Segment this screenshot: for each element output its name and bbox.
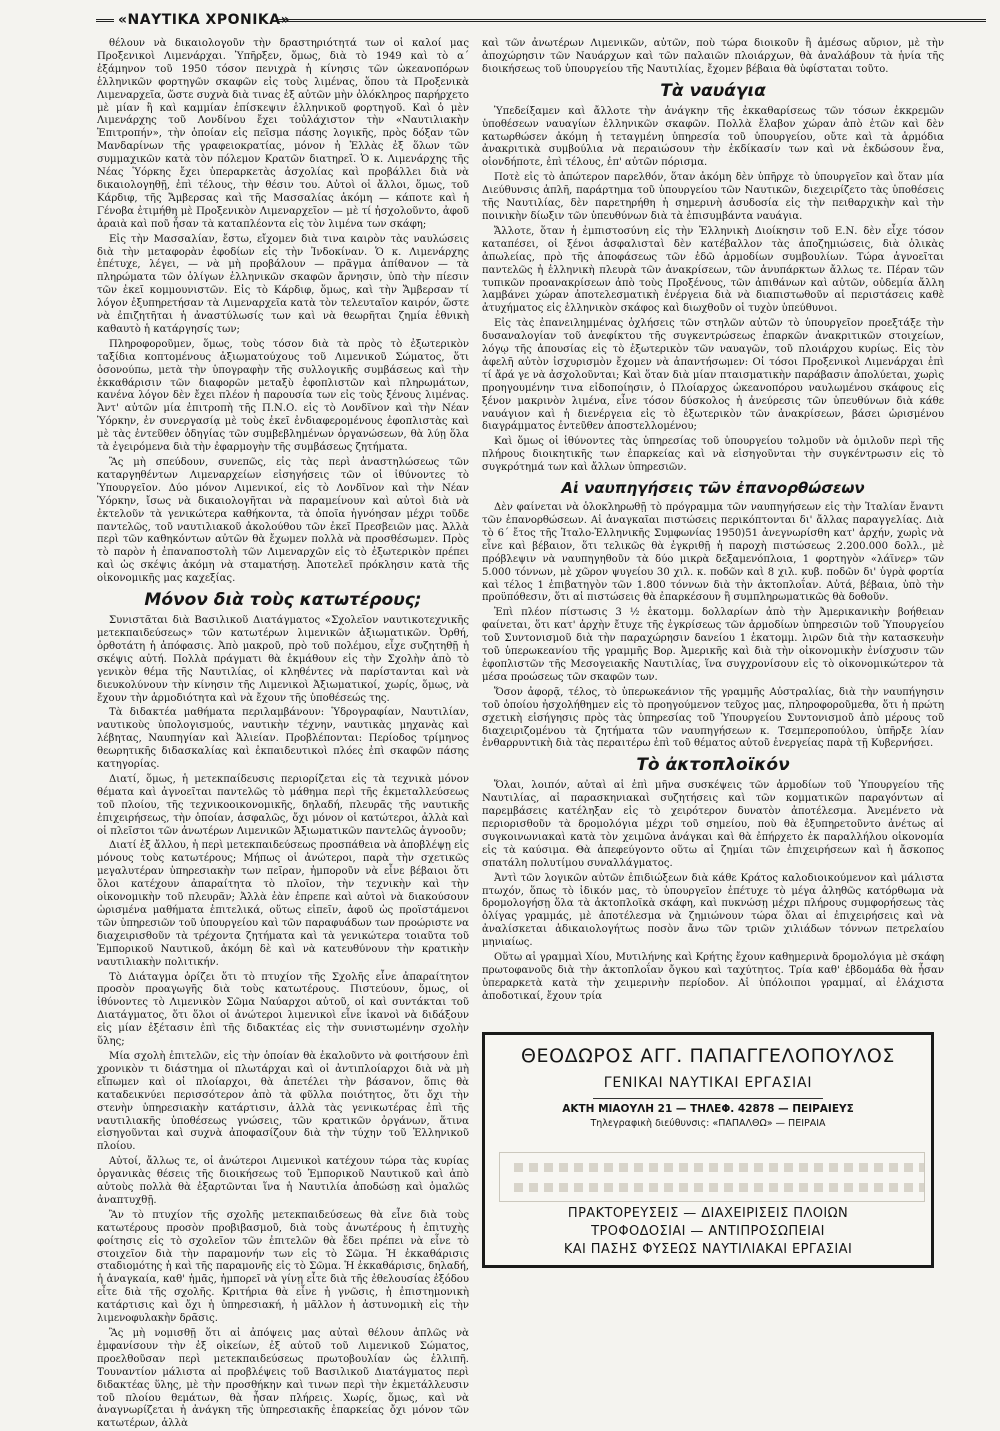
running-header xyxy=(96,12,986,32)
paragraph: Ὅλαι, λοιπόν, αὐταὶ αἱ ἐπὶ μῆνα συσκέψεις τῶν ἁρμοδίων τοῦ Ὑπουργείου τῆς Ναυτιλίας, αἱ παρασκηνιακαὶ συζητήσεις καὶ τῶν κομματικῶν παραγόντων αἱ παρεμβάσεις κατέληξαν εἰς τὸ χειρότερον δυνατὸν ἀποτέλεσμα. Ἀνεμένετο νὰ περιορισθοῦν τὰ δρομολόγια μέχρι τοῦ σημείου, ποὺ θὰ ἐξυπηρετοῦντο ἀνέτως αἱ συγκοινωνιακαὶ κατὰ τὸν χειμῶνα ἀνάγκαι καὶ θὰ ἐπήρχετο ἐκ παραλλήλου οἰκονομία εἰς τὰ καύσιμα. Θὰ ἀπεφεύγοντο οὕτω αἱ ζημίαι τῶν ἐπιχειρήσεων καὶ ἡ ἄσκοπος σπατάλη πολυτίμου συναλλάγματος. xyxy=(482,780,944,869)
paragraph: Ὅσον ἀφορᾷ, τέλος, τὸ ὑπερωκεάνιον τῆς γραμμῆς Αὐστραλίας, διὰ τὴν ναυπήγησιν τοῦ ὁποίου ἠσχολήθημεν εἰς τὸ προηγούμενον τεῦχος μας, πληροφοροῦμεθα, ὅτι ἡ πρώτη σχετικὴ εἰσήγησις πρὸς τὰς ὑπηρεσίας τοῦ Ὑπουργείου Συντονισμοῦ ἀπὸ μέρους τοῦ διαχειριζομένου τὰ ζητήματα τῶν ναυπηγήσεων κ. Τσεμπεροπούλου, ὑπῆρξε λίαν ἐνθαρρυντικὴ διὰ τὰς περαιτέρω ἐπὶ τοῦ θέματος αὐτοῦ ἐνεργείας παρὰ τῇ Κυβερνήσει. xyxy=(482,686,944,750)
paragraph: Ἄλλοτε, ὅταν ἡ ἐμπιστοσύνη εἰς τὴν Ἑλληνικὴ Διοίκησιν τοῦ Ε.Ν. δὲν εἶχε τόσον καταπέσει, οἱ ξένοι ἀσφαλισταὶ δὲν κατέβαλλον τὰς ἀποζημιώσεις, διὰ ὁλικὰς ἀπωλείας, πρὸ τῆς ἀποφάσεως τῶν ἐδῶ ἁρμοδίων συμβουλίων. Τώρα ἀγνοεῖται παντελῶς ἡ ἑλληνικὴ πλευρὰ τῶν ἀνακρίσεων, τῶν ἀνυπάρκτων ἄλλως τε. Πέραν τῶν τυπικῶν προανακρίσεων ἀπὸ τοὺς Προξένους, τῶν ἀπιθάνων καὶ αὐτῶν, οὐδεμία ἄλλη λαμβάνει χώραν ἀποτελεσματικὴ ἐνέργεια διὰ νὰ διαπιστωθοῦν αἱ περιστάσεις καθὲ ἀτυχήματος εἰς ἑλληνικὸν σκάφος καὶ διωχθοῦν οἱ τυχὸν ὑπεύθυνοι. xyxy=(482,225,944,315)
ad-company-name: ΘΕΟΔΩΡΟΣ ΑΓΓ. ΠΑΠΑΓΓΕΛΟΠΟΥΛΟΣ xyxy=(520,1045,896,1067)
paragraph: Ὑπεδείξαμεν καὶ ἄλλοτε τὴν ἀνάγκην τῆς ἐκκαθαρίσεως τῶν τόσων ἐκκρεμῶν ὑποθέσεων ναυαγίων ἑλληνικῶν σκαφῶν. Πολλὰ ἔλαβον χώραν ἀπὸ ἐτῶν καὶ δὲν κατωρθώσεν ἀκόμη ἡ τεταγμένη ὑπηρεσία τοῦ ὑπουργείου, οὔτε καὶ τὰ ἁρμόδια ἀνακριτικὰ συμβούλια νὰ περαιώσουν τὴν ἐκδίκασίν των καὶ νὰ ἐκδώσουν ἕνα, οἱονδήποτε, ἐπὶ τέλους, ἐπ' αὐτῶν πόρισμα. xyxy=(482,105,944,169)
section-heading-shipwrecks: Τὰ ναυάγια xyxy=(660,80,766,101)
header-rule-right xyxy=(278,19,986,22)
paragraph: Καὶ ὅμως οἱ ἰθύνοντες τὰς ὑπηρεσίας τοῦ ὑπουργείου τολμοῦν νὰ ὁμιλοῦν περὶ τῆς πλήρους διοικητικῆς των ἐπαρκείας καὶ νὰ εἰσηγοῦνται τὴν συγκέντρωσιν εἰς τὸ συγκρότημά των καὶ ἄλλων ὑπηρεσιῶν. xyxy=(482,436,944,474)
magazine-title: «ΝΑΥΤΙΚΑ ΧΡΟΝΙΚΑ» xyxy=(118,12,291,28)
paragraph: Οὕτω αἱ γραμμαὶ Χίου, Μυτιλήνης καὶ Κρήτης ἔχουν καθημερινὰ δρομολόγια μὲ σκάφη πρωτοφανοῦς διὰ τὴν ἀκτοπλοΐαν ὄγκου καὶ ταχύτητος. Τρία καθ' ἑβδομάδα θὰ ἦσαν ὑπεραρκετὰ κατὰ τὴν χειμερινὴν περίοδον. Αἱ ὑπόλοιποι γραμμαί, αἱ ἐλάχιστα ἀποδοτικαί, ἔχουν τρία xyxy=(482,952,944,1002)
ad-bleed-through-area xyxy=(499,1152,925,1202)
section-heading-coastal-shipping: Τὸ ἀκτοπλοϊκόν xyxy=(636,755,790,776)
ad-divider xyxy=(593,1098,823,1099)
paragraph: Συνιστᾶται διὰ Βασιλικοῦ Διατάγματος «Σχολεῖον ναυτικοτεχνικῆς μετεκπαιδεύσεως» τῶν κατωτέρων λιμενικῶν ἀξιωματικῶν. Ὀρθή, ὀρθοτάτη ἡ ἀπόφασις. Ἀπὸ μακροῦ, πρὸ τοῦ πολέμου, εἶχε συζητηθῇ ἡ σκέψις αὐτή. Πολλὰ πράγματι θὰ ἐκμάθουν εἰς τὴν Σχολὴν ἀπὸ τὸ γενικὸν θέμα τῆς Ναυτιλίας, οἱ κληθέντες νὰ παρίστανται καὶ νὰ διευκολύνουν τὴν κίνησιν τῆς Λιμενικοὶ Ἀξιωματικοί, χωρίς, ὅμως, νὰ ἔχουν τὴν ἁρμοδιότητα καὶ νὰ ἔχουν τῆς ὑποθέσεώς της. xyxy=(97,615,469,704)
bleed-through-line xyxy=(514,1163,924,1172)
paragraph: Πληροφοροῦμεν, ὅμως, τοὺς τόσον διὰ τὰ πρὸς τὸ ἐξωτερικὸν ταξίδια κοπτομένους ἀξιωματούχους τοῦ Λιμενικοῦ Σώματος, ὅτι ὁσονούπω, μετὰ τὴν ὑπογραφὴν τῆς συλλογικῆς συμβάσεως καὶ τὴν ἐκκαθάρισιν τῶν διαφορῶν μεταξὺ ἐφοπλιστῶν καὶ πληρωμάτων, κανένα λόγον δὲν ἔχει πλέον ἡ παρουσία των εἰς τοὺς ξένους λιμένας. Ἀντ' αὐτῶν μία ἐπιτροπὴ τῆς Π.Ν.Ο. εἰς τὸ Λονδῖνον καὶ τὴν Νέαν Ὑόρκην, ἐν συνεργασίᾳ μὲ τοὺς ἐκεῖ ἐνδιαφερομένους ἐφοπλιστὰς καὶ μὲ τὰς ἐντεῦθεν ὁδηγίας τῶν συμβεβλημένων ὀργανώσεων, θὰ λύῃ ὅλα τὰ ἐγειρόμενα διὰ τὴν ἐφαρμογὴν τῆς συμβάσεως ζητήματα. xyxy=(97,338,469,454)
paragraph: Εἰς τὴν Μασσαλίαν, ἔστω, εἴχομεν διὰ τινα καιρὸν τὰς ναυλώσεις διὰ τὴν μεταφορὰν ἐφοδίων εἰς τὴν Ἰνδοκίναν. Ὁ κ. Λιμενάρχης ἐπέτυχε, λέγει, — νὰ μὴ προβάλουν — πρᾶγμα ἀπίθανον — τὰ πληρώματα τῶν ὀλίγων ἑλληνικῶν σκαφῶν ἄρνησιν, ὑπὸ τὴν πίεσιν τῶν ἐκεῖ κομμουνιστῶν. Εἰς τὸ Κάρδιφ, ὅμως, καὶ τὴν Ἄμβερσαν τί λόγον ἐξυπηρετήσαν τὰ Λιμεναρχεῖα κατὰ τὸν τελευταῖον καιρόν, ὥστε νὰ ἐπιζητῆται ἡ ἀναστύλωσίς των καὶ νὰ θεωρῆται ζημία ἐθνικὴ καθαυτὸ ἡ κατάργησίς των; xyxy=(97,233,469,335)
paragraph: θέλουν νὰ δικαιολογοῦν τὴν δραστηριότητά των οἱ καλοί μας Προξενικοὶ Λιμενάρχαι. Ὑπῆρξεν, ὅμως, διὰ τὸ 1949 καὶ τὸ α΄ ἑξάμηνον τοῦ 1950 τόσον πενιχρὰ ἡ κίνησις τῶν ὠκεανοπόρων ἑλληνικῶν φορτηγῶν σκαφῶν εἰς τοὺς λιμένας, ὅπου τὰ Προξενικὰ Λιμεναρχεῖα, ὥστε συχνὰ διὰ τινας ἐξ αὐτῶν μὴν ὁλόκληρος παρήρχετο μὲ μίαν ἢ καὶ καμμίαν ἐπίσκεψιν ἑλληνικοῦ φορτηγοῦ. Καὶ ὁ μὲν Λιμενάρχης τοῦ Λονδίνου ἔχει τοὐλάχιστον τὴν «Ναυτιλιακὴν Ἐπιτροπήν», τὴν ὁποίαν εἰς πεῖσμα πάσης λογικῆς, πρὸς δόξαν τῶν Μανδαρίνων τῆς γραφειοκρατίας, μόνον ἡ Ἑλλὰς ἐξ ὅλων τῶν συμμαχικῶν κατὰ τὸν πόλεμον Κρατῶν διατηρεῖ. Ὁ κ. Λιμενάρχης τῆς Νέας Ὑόρκης ἔχει ὑπεραρκετὰς ἀσχολίας καὶ προβάλλει διὰ νὰ δικαιολογηθῇ, ἐπὶ τέλους, τὴν θέσιν του. Αὐτοὶ οἱ ἄλλοι, ὅμως, τοῦ Κάρδιφ, τῆς Ἄμβερσας καὶ τῆς Μασσαλίας ἀκόμη — κάποτε καὶ ἡ Γένοβα ἐτιμήθη μὲ Προξενικὸν Λιμεναρχεῖον — μὲ τί ἠσχολοῦντο, ἀφοῦ ἀραιὰ καὶ ποῦ ἦσαν τὰ καταπλέοντα εἰς τὸν λιμένα των σκάφη; xyxy=(97,38,469,230)
ad-services: ΓΕΝΙΚΑΙ ΝΑΥΤΙΚΑΙ ΕΡΓΑΣΙΑΙ xyxy=(603,1075,813,1091)
paragraph: καὶ τῶν ἀνωτέρων Λιμενικῶν, αὐτῶν, ποὺ τώρα διοικοῦν ἢ ἀμέσως αὔριον, μὲ τὴν ἀποχώρησιν τῶν Ναυάρχων καὶ τῶν παλαιῶν πλοιάρχων, θὰ ἀναλάβουν τὰ ἡνία τῆς διοικήσεως τοῦ ὑπουργείου τῆς Ναυτιλίας, ἔχομεν βέβαια θὰ ὑφίσταται τοῦτο. xyxy=(482,38,944,75)
paragraph: Μία σχολὴ ἐπιτελῶν, εἰς τὴν ὁποίαν θὰ ἐκαλοῦντο νὰ φοιτήσουν ἐπὶ χρονικὸν τι διάστημα οἱ πλωτάρχαι καὶ οἱ ἀντιπλοίαρχοι διὰ νὰ μὴ εἴπωμεν καὶ οἱ πλοίαρχοι, θὰ ἀπετέλει τὴν βάσανον, ὅπις θὰ καταδεικνύει περισσότερον ἀπὸ τὰ φῦλλα ποιότητος, ὅτι ὄχι τὴν στενὴν ὑπηρεσιακὴν κατάρτισιν, ἀλλὰ τὰς γενικωτέρας ἐπὶ τῆς ναυτιλιακῆς ὑποθέσεως γνώσεις, τῶν κρατικῶν ὀργάνων, ἅτινα εἰσηγοῦνται καὶ συχνὰ ἀποφασίζουν διὰ τὴν τύχην τοῦ Ἑλληνικοῦ πλοίου. xyxy=(97,1050,469,1153)
paragraph: Ἂν τὸ πτυχίον τῆς σχολῆς μετεκπαιδεύσεως θὰ εἶνε διὰ τοὺς κατωτέρους προσὸν προβιβασμοῦ, διὰ τοὺς ἀνωτέρους ἡ ἐπιτυχὴς φοίτησις εἰς τὸ σχολεῖον τῶν ἐπιτελῶν θὰ ἔδει πρέπει νὰ εἶνε τὸ στοιχεῖον διὰ τὴν παραμονήν των εἰς τὸ Σῶμα. Ἡ ἐκκαθάρισις σταδιομότης ἡ καὶ τῆς παραμονῆς εἰς τὸ Σῶμα. Ἡ ἐκκαθάρισις, δηλαδή, ἡ ἀναγκαία, καθ' ἡμᾶς, ἠμπορεῖ νὰ γίνῃ εἶτε διὰ τῆς ἐθελουσίας ἐξόδου εἶτε διὰ τῆς σχολῆς. Κριτήρια θὰ εἶνε ἡ γνῶσις, ἡ ἐπιστημονικὴ κατάρτισις καὶ ὄχι ἡ ὑπηρεσιακή, ἡ μᾶλλον ἡ ἀστυνομικὴ εἰς τὴν λιμενοφυλακὴν δρᾶσις. xyxy=(97,1209,469,1325)
section-heading-only-for-lower-ranks: Μόνον διὰ τοὺς κατωτέρους; xyxy=(144,590,422,611)
paragraph: Εἰς τὰς ἐπανειλημμένας ὀχλήσεις τῶν στηλῶν αὐτῶν τὸ ὑπουργεῖον προεξτάξε τὴν δυσαναλογίαν τοῦ ἀνεφίκτου τῆς συγκεντρώσεως ἐπαρκῶν ἀνακριτικῶν στοιχείων, λόγῳ τῆς ἀπουσίας εἰς τὸ ἐξωτερικὸν τῶν ναυαγῶν, τοῦ πλοιάρχου κυρίως. Εἰς τὸν ἀφελῆ αὐτὸν ἰσχυρισμὸν ἔχομεν νὰ ἀπαντήσωμεν: Οἱ τόσοι Προξενικοὶ Λιμενάρχαι ἐπὶ τί ἄρά γε νὰ ἀσχολοῦνται; Καὶ ὅταν διὰ μίαν πταισματικὴν παράβασιν ἀπολύεται, χωρὶς προηγουμένην τινα εἰδοποίησιν, ὁ Πλοίαρχος ὠκεανοπόρου ναυλωμένου σκάφους εἰς ξένον μακρινὸν λιμένα, εἶνε τόσον δύσκολος ἡ ἀνεύρεσις τῶν ὑπευθύνων διὰ κάθε ναυάγιον καὶ ἡ διενέργεια εἰς τὸ ἐξωτερικὸν τῶν ἀνακρίσεων, βάσει ὡρισμένου διαγράμματος ἐντεῦθεν ἀποστελλομένου; xyxy=(482,318,944,433)
section-heading-reparations-shipbuilding: Αἱ ναυπηγήσεις τῶν ἐπανορθώσεων xyxy=(561,479,865,498)
bleed-through-line xyxy=(514,1183,924,1192)
paragraph: Τὰ διδακτέα μαθήματα περιλαμβάνουν: Ὑδρογραφίαν, Ναυτιλίαν, ναυτικοὺς ὑπολογισμούς, ναυτικὴν τέχνην, ναυτικὰς μηχανὰς καὶ λέβητας, Ναυπηγίαν καὶ Ἁλιείαν. Προβλέπονται: Περίοδος τρίμηνος θεωρητικῆς διδασκαλίας καὶ ἐκπαιδευτικοὶ πλόες ἐπὶ σκαφῶν πάσης κατηγορίας. xyxy=(97,707,469,771)
ad-activity-line: ΚΑΙ ΠΑΣΗΣ ΦΥΣΕΩΣ ΝΑΥΤΙΛΙΑΚΑΙ ΕΡΓΑΣΙΑΙ xyxy=(563,1242,853,1257)
paragraph: Δὲν φαίνεται νὰ ὁλοκληρωθῇ τὸ πρόγραμμα τῶν ναυπηγήσεων εἰς τὴν Ἰταλίαν ἔναντι τῶν ἐπανορθώσεων. Αἱ ἀναγκαῖαι πιστώσεις περικόπτονται δι' ἄλλας παραγγελίας. Διὰ τὸ 6΄ ἔτος τῆς Ἰταλο-Ἑλληνικῆς Συμφωνίας 1950)51 ἀνεγνωρίσθη κατ' ἀρχήν, χωρὶς νὰ εἶνε καὶ βέβαιον, ὅτι τελικῶς θὰ ἐγκριθῇ ἡ παροχὴ πιστώσεως 2.200.000 δολλ., μὲ πρόβλεψιν νὰ ναυπηγηθοῦν τὰ δύο μικρὰ δεξαμενόπλοια, 1 φορτηγὸν «λάϊνερ» τῶν 5.000 τόννων, μὲ χῶρον ψυγείου 30 χιλ. κ. ποδῶν καὶ 8 χιλ. κυβ. ποδῶν δι' ὑγρὰ φορτία καὶ τέλος 1 ἐπιβατηγὸν τῶν 1.800 τόννων διὰ τὴν ἀκτοπλοΐαν. Αὐτά, βέβαια, ὑπὸ τὴν προϋπόθεσιν, ὅτι αἱ πιστώσεις θὰ ἐπαρκέσουν ἢ συμπληρωματικῶς θὰ δοθοῦν. xyxy=(482,502,944,604)
paragraph: Τὸ Διάταγμα ὁρίζει ὅτι τὸ πτυχίον τῆς Σχολῆς εἶνε ἀπαραίτητον προσὸν προαγωγῆς διὰ τοὺς κατωτέρους. Πιστεύουν, ὅμως, οἱ ἰθύνοντες τὸ Λιμενικὸν Σῶμα Ναύαρχοι αὐτοῦ, οἱ καὶ συντάκται τοῦ Διατάγματος, ὅτι ὅλοι οἱ ἀνώτεροι λιμενικοὶ εἶνε ἱκανοὶ νὰ διδάξουν εἰς μίαν ἐξέτασιν ἐπὶ τῆς διδακτέας εἰς τὴν συνιστωμένην σχολὴν ὕλης; xyxy=(97,971,469,1048)
paragraph: Ἂς μὴ νομισθῇ ὅτι αἱ ἀπόψεις μας αὐταὶ θέλουν ἁπλῶς νὰ ἐμφανίσουν τὴν ἐξ οἰκείων, ἐξ αὐτοῦ τοῦ Λιμενικοῦ Σώματος, προελθοῦσαν περὶ μετεκπαιδεύσεως πρωτοβουλίαν ὡς ἐλλιπῆ. Τουναντίον μάλιστα αἱ προβλέψεις τοῦ Βασιλικοῦ Διατάγματος περὶ διδακτέας ὕλης, μὲ τὴν προσθήκην καὶ τινων περὶ τὴν ἐκμετάλλευσιν τοῦ πλοίου θεμάτων, θὰ ἦσαν πλήρεις. Χωρίς, ὅμως, καὶ νὰ ἀναγνωρίζεται ἡ ἀνάγκη τῆς ὑπηρεσιακῆς ἐπαρκείας ὄχι μόνον τῶν κατωτέρων, ἀλλὰ xyxy=(97,1328,469,1430)
paragraph: Διατί, ὅμως, ἡ μετεκπαίδευσις περιορίζεται εἰς τὰ τεχνικὰ μόνον θέματα καὶ ἀγνοεῖται παντελῶς τὸ μάθημα περὶ τῆς ἐκμεταλλεύσεως τοῦ πλοίου, τῆς τεχνικοοικονομικῆς, δηλαδή, πλευρᾶς τῆς ναυτικῆς ἐπιχειρήσεως, τὴν ὁποίαν, ἀσφαλῶς, ὄχι μόνον οἱ κατώτεροι, ἀλλὰ καὶ οἱ πλεῖστοι τῶν ἀνωτέρων Λιμενικῶν Ἀξιωματικῶν παντελῶς ἀγνοοῦν; xyxy=(97,773,469,837)
ad-activity-line: ΠΡΑΚΤΟΡΕΥΣΕΙΣ — ΔΙΑΧΕΙΡΙΣΕΙΣ ΠΛΟΙΩΝ xyxy=(567,1206,849,1221)
paragraph: Ποτὲ εἰς τὸ ἀπώτερον παρελθόν, ὅταν ἀκόμη δὲν ὑπῆρχε τὸ ὑπουργεῖον καὶ ὅταν μία Διεύθυνσις ἁπλῆ, παράρτημα τοῦ ὑπουργείου τῶν Ναυτικῶν, διεχειρίζετο τὰς ὑποθέσεις τῆς Ναυτιλίας, δὲν παρετηρήθη ἡ σημερινὴ ἀσυδοσία εἰς τὴν πειθαρχικὴν καὶ τὴν ποινικὴν δίωξιν τῶν ὑπευθύνων διὰ τὰ ἐπισυμβάντα ναυάγια. xyxy=(482,172,944,222)
ad-address: ΑΚΤΗ ΜΙΑΟΥΛΗ 21 — ΤΗΛΕΦ. 42878 — ΠΕΙΡΑΙΕΥΣ xyxy=(562,1103,854,1115)
paragraph: Ἂς μὴ σπεύδουν, συνεπῶς, εἰς τὰς περὶ ἀναστηλώσεως τῶν καταργηθέντων Λιμεναρχείων εἰσηγήσεις τῶν οἱ ἰθύνοντες τὸ Ὑπουργεῖον. Δύο μόνον Λιμενικοί, εἰς τὸ Λονδῖνον καὶ τὴν Νέαν Ὑόρκην, ἴσως νὰ δικαιολογῆται νὰ παραμείνουν καὶ αὐτοὶ διὰ νὰ ἐκτελοῦν τὰ γενικώτερα καθήκοντα, τὰ ὁποῖα ἠγνόησαν μέχρι τοῦδε παντελῶς, τοῦ ναυτιλιακοῦ ἀκολούθου τῶν ἐκεῖ Πρεσβειῶν μας. Ἀλλὰ περὶ τῶν καθηκόντων αὐτῶν θὰ ἔχωμεν πολλὰ νὰ προσθέσωμεν. Πρὸς τὸ παρὸν ἡ ἐπαναποστολὴ τῶν Λιμεναρχῶν εἰς τὸ ἐξωτερικὸν πρέπει καὶ ὡς σκέψις ἀκόμη νὰ σταματήσῃ. Ἀποτελεῖ πρόκλησιν κατὰ τῆς οἰκονομικῆς μας καχεξίας. xyxy=(97,457,469,585)
header-rule-left xyxy=(96,19,114,22)
paragraph: Ἐπὶ πλέον πίστωσις 3 ½ ἑκατομμ. δολλαρίων ἀπὸ τὴν Ἀμερικανικὴν βοήθειαν φαίνεται, ὅτι κατ' ἀρχὴν ἔτυχε τῆς ἐγκρίσεως τῶν ἁρμοδίων ὑπηρεσιῶν τοῦ Ὑπουργείου τοῦ Συντονισμοῦ διὰ τὴν παραχώρησιν δανείου 1 ἑκατομμ. λιρῶν διὰ τὴν κατασκευὴν τοῦ ὑπερωκεανίου τῆς γραμμῆς Βορ. Ἀμερικῆς καὶ διὰ τὴν οἰκονομικὴν ἐνίσχυσιν τῶν ἐφοπλιστῶν τῆς Μεσογειακῆς Ναυτιλίας, ἵνα συγχρονίσουν εἰς τὸ οἰκονομικώτερον τὰ μέσα προώσεως τῶν σκαφῶν των. xyxy=(482,607,944,683)
left-column xyxy=(97,38,469,1430)
paragraph: Αὐτοί, ἄλλως τε, οἱ ἀνώτεροι Λιμενικοὶ κατέχουν τώρα τὰς κυρίας ὀργανικὰς θέσεις τῆς διοικήσεως τοῦ Ἐμπορικοῦ Ναυτικοῦ καὶ ἀπὸ αὐτοὺς πολλὰ θὰ ἐξαρτῶνται ἵνα ἡ Ναυτιλία ἀποδώσῃ καὶ ὁμαλῶς ἀναπτυχθῇ. xyxy=(97,1156,469,1206)
paragraph: Ἀντὶ τῶν λογικῶν αὐτῶν ἐπιδιώξεων διὰ κάθε Κράτος καλοδιοικούμενον καὶ μάλιστα πτωχόν, ὅπως τὸ ἰδικόν μας, τὸ ὑπουργεῖον ἐπέτυχε τὸ μέγα ἀληθῶς κατόρθωμα νὰ δρομολογήσῃ ὅλα τὰ ἀκτοπλοϊκὰ σκάφη, καὶ πυκνώσῃ μέχρι πλήρους συμφορήσεως τὰς ὀλίγας γραμμάς, μὲ ἀποτέλεσμα νὰ ζημιώνουν τώρα ὅλαι αἱ ἐπιχειρήσεις καὶ νὰ ἀναλίσκεται ἀδικαιολογήτως ποσὸν ἄνω τῶν τριῶν χιλιάδων τόννων πετρελαίου μηνιαίως. xyxy=(482,872,944,949)
ad-telegraph-address: Τηλεγραφικὴ διεύθυνσις: «ΠΑΠΑΛΘΩ» — ΠΕΙΡΑΙΑ xyxy=(590,1118,826,1129)
paragraph: Διατί ἐξ ἄλλου, ἡ περὶ μετεκπαιδεύσεως προσπάθεια νὰ ἀποβλέψῃ εἰς μόνους τοὺς κατωτέρους; Μήπως οἱ ἀνώτεροι, παρὰ τὴν σχετικῶς μεγαλυτέραν ὑπηρεσιακὴν των πεῖραν, ἠμποροῦν νὰ εἶνε βέβαιοι ὅτι ὅλοι κατέχουν ἀπαραίτητα τὸ πλοῖον, τὴν τεχνικὴν καὶ τὴν οἰκονομικὴν τοῦ πλευρᾶν; Ἀλλὰ ἐὰν ἐπρεπε καὶ αὐτοὶ νὰ διακούσουν ὡρισμένα μαθήματα ἐπιτελικά, οὕτως εἰπεῖν, ἀφοῦ ὡς προϊστάμενοι τῶν ὑπηρεσιῶν τοῦ ὑπουργείου καὶ τῶν παραφυάδων των προώριστε να διαχειρισθοῦν τὰ τρέχοντα ζητήματα καὶ τὰ γενικώτερα τοιαῦτα τοῦ Ἐμπορικοῦ Ναυτικοῦ, ἀκόμη δὲ καὶ νὰ κατευθύνουν τὴν κρατικὴν ναυτιλιακὴν πολιτικήν. xyxy=(97,840,469,968)
ad-activity-line: ΤΡΟΦΟΔΟΣΙΑΙ — ΑΝΤΙΠΡΟΣΩΠΕΙΑΙ xyxy=(591,1224,825,1239)
advertisement-box xyxy=(482,1032,934,1268)
ad-activities xyxy=(485,1205,931,1259)
